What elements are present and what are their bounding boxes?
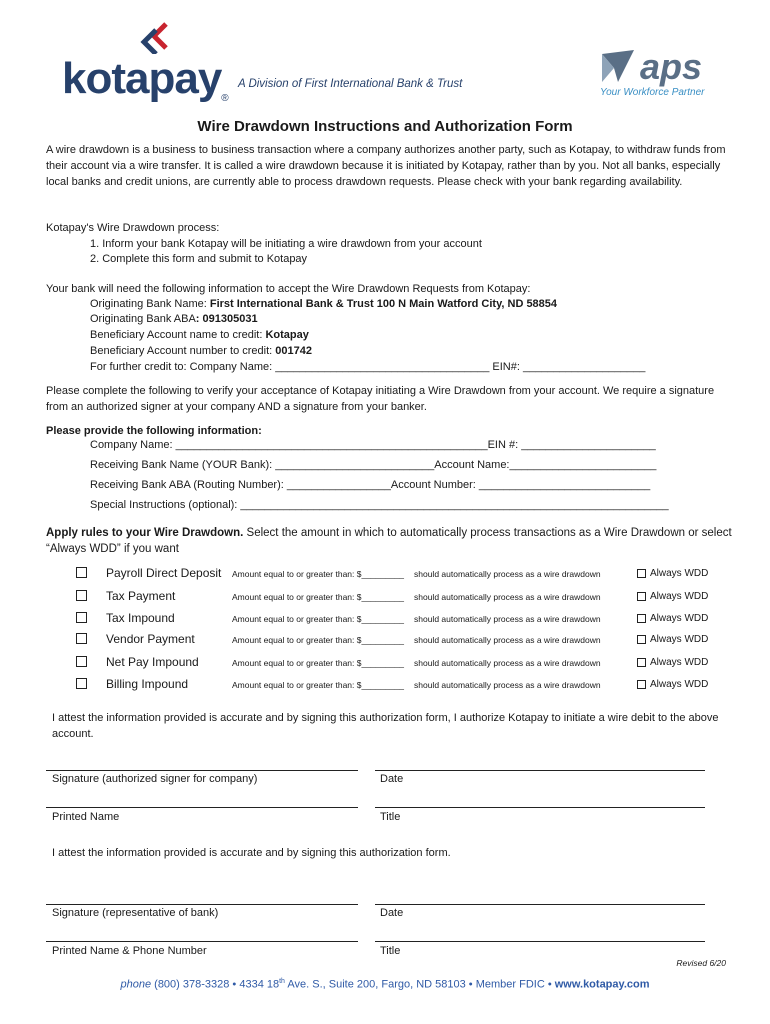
always-wdd-checkbox[interactable] xyxy=(637,569,646,578)
rule-amount-field[interactable]: Amount equal to or greater than: $_________ xyxy=(232,614,405,624)
date-company-line[interactable] xyxy=(375,770,705,771)
originating-bank-aba: Originating Bank ABA: 091305031 xyxy=(90,313,258,325)
title-bank-line[interactable] xyxy=(375,941,705,942)
date-bank-label: Date xyxy=(380,907,404,919)
rule-label: Tax Impound xyxy=(106,611,175,625)
division-text: A Division of First International Bank & Trust xyxy=(238,78,463,90)
rule-checkbox[interactable] xyxy=(76,678,87,689)
title-bank-label: Title xyxy=(380,945,401,957)
special-instructions-field[interactable]: Special Instructions (optional): ______________________________________________________________________ xyxy=(90,499,669,511)
printed-name-bank-label: Printed Name & Phone Number xyxy=(52,945,207,957)
signature-company-label: Signature (authorized signer for company) xyxy=(52,773,258,785)
attest-company-text: I attest the information provided is accurate and by signing this authorization form, I authorize Kotapay to initiate a wire debit to the above account. xyxy=(52,712,719,740)
always-wdd-label: Always WDD xyxy=(650,613,709,624)
always-wdd-label: Always WDD xyxy=(650,568,709,579)
rule-checkbox[interactable] xyxy=(76,567,87,578)
always-wdd-checkbox[interactable] xyxy=(637,658,646,667)
signature-bank-label: Signature (representative of bank) xyxy=(52,907,219,919)
rule-process-text: should automatically process as a wire drawdown xyxy=(414,635,601,645)
process-step-2: 2. Complete this form and submit to Kotapay xyxy=(90,253,308,265)
kotapay-chevron-icon xyxy=(140,22,180,54)
rules-heading: Apply rules to your Wire Drawdown. Select the amount in which to automatically process transactions as a Wire Drawdown or select “Always WDD” if you want xyxy=(46,527,732,555)
aps-logo-icon xyxy=(598,48,638,84)
always-wdd-label: Always WDD xyxy=(650,679,709,690)
rule-amount-field[interactable]: Amount equal to or greater than: $_________ xyxy=(232,635,405,645)
beneficiary-number: Beneficiary Account number to credit: 001742 xyxy=(90,345,312,357)
bank-info-heading: Your bank will need the following information to accept the Wire Drawdown Requests from Kotapay: xyxy=(46,283,531,295)
revised-date: Revised 6/20 xyxy=(676,958,726,968)
date-bank-line[interactable] xyxy=(375,904,705,905)
footer: phone (800) 378-3328 • 4334 18th Ave. S., Suite 200, Fargo, ND 58103 • Member FDIC • www.kotapay.com xyxy=(120,978,650,991)
provide-heading: Please provide the following information: xyxy=(46,425,262,437)
rule-label: Payroll Direct Deposit xyxy=(106,566,222,580)
always-wdd-checkbox[interactable] xyxy=(637,592,646,601)
page-title: Wire Drawdown Instructions and Authorization Form xyxy=(197,118,573,135)
rule-amount-field[interactable]: Amount equal to or greater than: $_________ xyxy=(232,592,405,602)
rule-checkbox[interactable] xyxy=(76,656,87,667)
kotapay-logo-text: kotapay® xyxy=(62,54,228,104)
rule-checkbox[interactable] xyxy=(76,612,87,623)
title-company-label: Title xyxy=(380,811,401,823)
rule-checkbox[interactable] xyxy=(76,633,87,644)
attest-bank-text: I attest the information provided is accurate and by signing this authorization form. xyxy=(52,847,451,859)
always-wdd-label: Always WDD xyxy=(650,591,709,602)
process-heading: Kotapay's Wire Drawdown process: xyxy=(46,222,220,234)
rule-label: Net Pay Impound xyxy=(106,655,199,669)
always-wdd-label: Always WDD xyxy=(650,657,709,668)
printed-name-company-label: Printed Name xyxy=(52,811,120,823)
always-wdd-checkbox[interactable] xyxy=(637,614,646,623)
always-wdd-label: Always WDD xyxy=(650,634,709,645)
further-credit-field[interactable]: For further credit to: Company Name: ___________________________________ EIN#: ____________________ xyxy=(90,361,646,373)
printed-name-bank-line[interactable] xyxy=(46,941,358,942)
website-link[interactable]: www.kotapay.com xyxy=(554,978,650,991)
intro-paragraph: A wire drawdown is a business to business transaction where a company authorizes another party, such as Kotapay, to withdraw funds from their account via a wire transfer. It is called a wire drawdown because it is initiated by Kotapay, rather than by you. Not all banks, especially local banks and credit unions, are currently able to process drawdown requests. Please check with your bank regarding availability. xyxy=(46,144,726,188)
rule-amount-field[interactable]: Amount equal to or greater than: $_________ xyxy=(232,569,405,579)
rule-process-text: should automatically process as a wire drawdown xyxy=(414,614,601,624)
printed-name-company-line[interactable] xyxy=(46,807,358,808)
company-name-field[interactable]: Company Name: ___________________________________________________EIN #: ______________________ xyxy=(90,439,656,451)
date-company-label: Date xyxy=(380,773,404,785)
rule-label: Tax Payment xyxy=(106,589,176,603)
rule-process-text: should automatically process as a wire drawdown xyxy=(414,569,601,579)
signature-company-line[interactable] xyxy=(46,770,358,771)
verify-paragraph: Please complete the following to verify your acceptance of Kotapay initiating a Wire Drawdown from your account. We require a signature from an authorized signer at your company AND a signature from your banker. xyxy=(46,385,715,413)
receiving-bank-name-field[interactable]: Receiving Bank Name (YOUR Bank): __________________________Account Name:________________________ xyxy=(90,459,657,471)
always-wdd-checkbox[interactable] xyxy=(637,680,646,689)
rule-label: Billing Impound xyxy=(106,677,189,691)
receiving-bank-aba-field[interactable]: Receiving Bank ABA (Routing Number): _________________Account Number: ____________________________ xyxy=(90,479,651,491)
originating-bank-name: Originating Bank Name: First International Bank & Trust 100 N Main Watford City, ND 58854 xyxy=(90,298,558,310)
beneficiary-name: Beneficiary Account name to credit: Kotapay xyxy=(90,329,309,341)
process-step-1: 1. Inform your bank Kotapay will be initiating a wire drawdown from your account xyxy=(90,238,482,250)
rule-amount-field[interactable]: Amount equal to or greater than: $_________ xyxy=(232,680,405,690)
aps-logo-text: aps xyxy=(640,46,703,87)
always-wdd-checkbox[interactable] xyxy=(637,635,646,644)
aps-tagline: Your Workforce Partner xyxy=(600,87,705,98)
rule-label: Vendor Payment xyxy=(106,632,195,646)
rule-process-text: should automatically process as a wire drawdown xyxy=(414,680,601,690)
signature-bank-line[interactable] xyxy=(46,904,358,905)
title-company-line[interactable] xyxy=(375,807,705,808)
rule-process-text: should automatically process as a wire drawdown xyxy=(414,592,601,602)
rule-amount-field[interactable]: Amount equal to or greater than: $_________ xyxy=(232,658,405,668)
rule-process-text: should automatically process as a wire drawdown xyxy=(414,658,601,668)
rule-checkbox[interactable] xyxy=(76,590,87,601)
